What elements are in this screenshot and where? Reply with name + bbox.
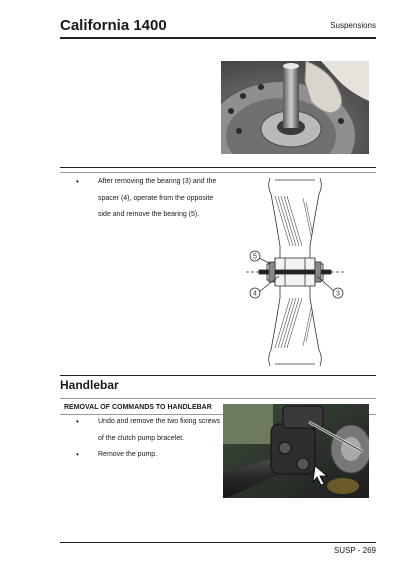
subsection-title: REMOVAL OF COMMANDS TO HANDLEBAR	[64, 404, 212, 411]
clutch-pump-photo	[223, 404, 369, 498]
header-rule	[60, 37, 376, 39]
page-title: California 1400	[60, 17, 167, 34]
handlebar-step-1-line-2: of the clutch pump bracelet.	[98, 434, 184, 442]
bearing-step-list	[76, 174, 226, 224]
bearing-step-line-3: side and remove the bearing (5).	[98, 211, 200, 218]
handlebar-step-2-line-1: • Remove the pump.	[98, 451, 158, 458]
bearing-step-line-1: • After removing the bearing (3) and the	[98, 178, 217, 185]
handlebar-rule	[60, 398, 376, 399]
handlebar-step-1-line-1: • Undo and remove the two fixing screws	[98, 418, 221, 425]
callout-3: 3	[336, 290, 340, 298]
bearing-step-line-2: spacer (4), operate from the opposite	[98, 194, 214, 202]
bearing-removal-photo	[221, 61, 369, 154]
handlebar-step-item	[76, 447, 224, 464]
handlebar-step-list	[76, 414, 224, 464]
section-name: Suspensions	[330, 21, 376, 30]
callout-5: 5	[253, 253, 257, 261]
bearing-step-item	[76, 174, 226, 224]
wheel-section-diagram	[245, 176, 345, 368]
section-title-handlebar: Handlebar	[60, 378, 119, 392]
section-rule-2	[60, 172, 376, 173]
page-number: SUSP - 269	[333, 546, 376, 555]
footer-rule	[60, 542, 376, 543]
callout-4: 4	[253, 290, 257, 298]
handlebar-top-rule	[60, 375, 376, 376]
section-rule-1	[60, 167, 376, 168]
handlebar-step-item	[76, 414, 224, 447]
